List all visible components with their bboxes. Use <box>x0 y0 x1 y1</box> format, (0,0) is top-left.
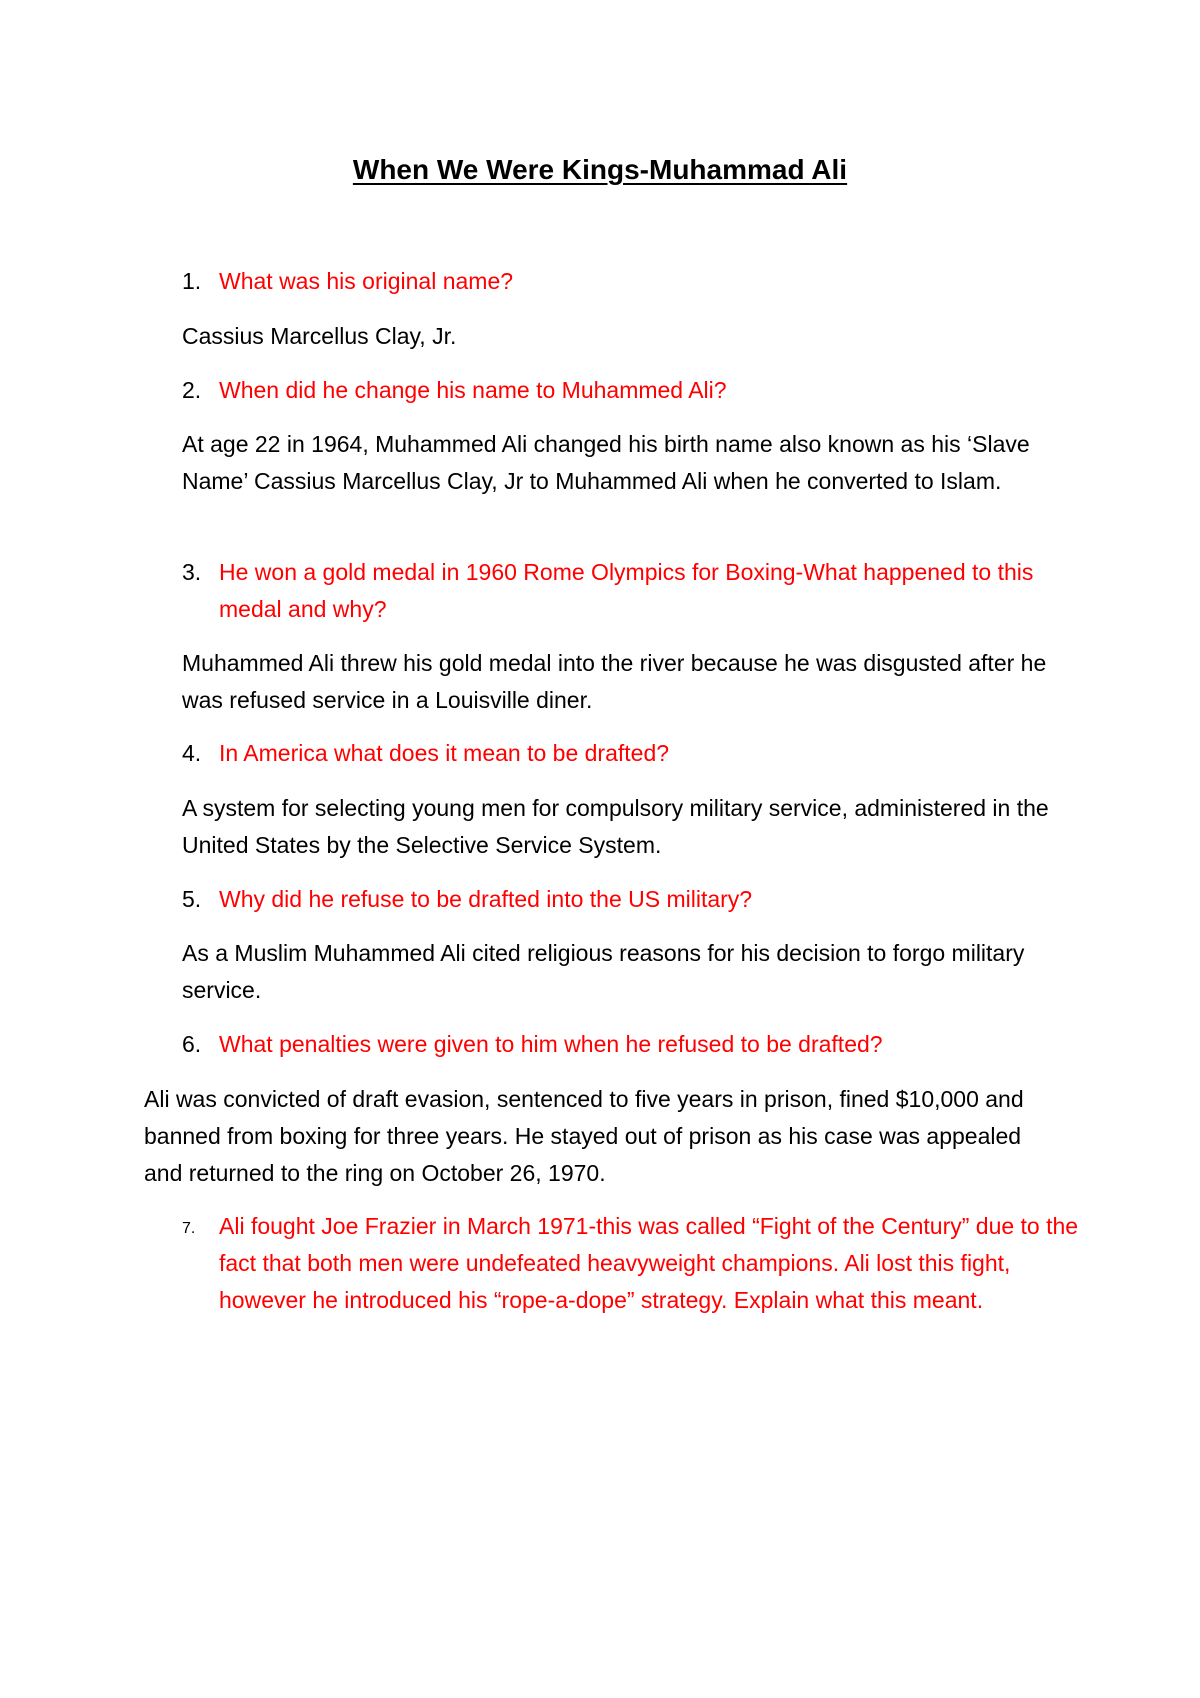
question-7 <box>182 1208 1082 1319</box>
question-3 <box>182 554 1082 628</box>
answer-2: At age 22 in 1964, Muhammed Ali changed his birth name also known as his ‘Slave Name’ Cassius Marcellus Clay, Jr to Muhammed Ali when he converted to Islam. <box>182 431 1030 494</box>
answer-6: Ali was convicted of draft evasion, sentenced to five years in prison, fined $10,000 and banned from boxing for three years. He stayed out of prison as his case was appealed and returned to the ring on October 26, 1970. <box>144 1086 1024 1186</box>
question-number: 3. <box>182 559 202 585</box>
question-number: 2. <box>182 377 202 403</box>
answer-3: Muhammed Ali threw his gold medal into the river because he was disgusted after he was refused service in a Louisville diner. <box>182 650 1047 713</box>
question-2 <box>182 372 1082 409</box>
page-title: When We Were Kings-Muhammad Ali <box>352 154 848 185</box>
question-text: In America what does it mean to be drafted? <box>219 740 670 766</box>
answer-5: As a Muslim Muhammed Ali cited religious reasons for his decision to forgo military service. <box>182 940 1025 1003</box>
question-number: 4. <box>182 740 202 766</box>
question-4 <box>182 735 1082 772</box>
question-text: Ali fought Joe Frazier in March 1971-this was called “Fight of the Century” due to the fact that both men were undefeated heavyweight champions. Ali lost this fight, however he introduced his “rope-a-dope” strategy. Explain what this meant. <box>219 1213 1079 1313</box>
answer-1: Cassius Marcellus Clay, Jr. <box>182 323 457 349</box>
question-number: 1. <box>182 268 202 294</box>
question-text: Why did he refuse to be drafted into the US military? <box>219 886 753 912</box>
question-number: 5. <box>182 886 202 912</box>
answer-4: A system for selecting young men for compulsory military service, administered in the United States by the Selective Service System. <box>182 795 1049 858</box>
question-6 <box>182 1026 1082 1063</box>
question-number: 6. <box>182 1031 202 1057</box>
question-1 <box>182 263 1082 300</box>
question-text: What was his original name? <box>219 268 514 294</box>
question-text: When did he change his name to Muhammed Ali? <box>219 377 727 403</box>
question-5 <box>182 881 1082 918</box>
question-text: He won a gold medal in 1960 Rome Olympics for Boxing-What happened to this medal and why? <box>219 559 1034 622</box>
question-text: What penalties were given to him when he refused to be drafted? <box>219 1031 883 1057</box>
question-number: 7. <box>182 1220 196 1237</box>
